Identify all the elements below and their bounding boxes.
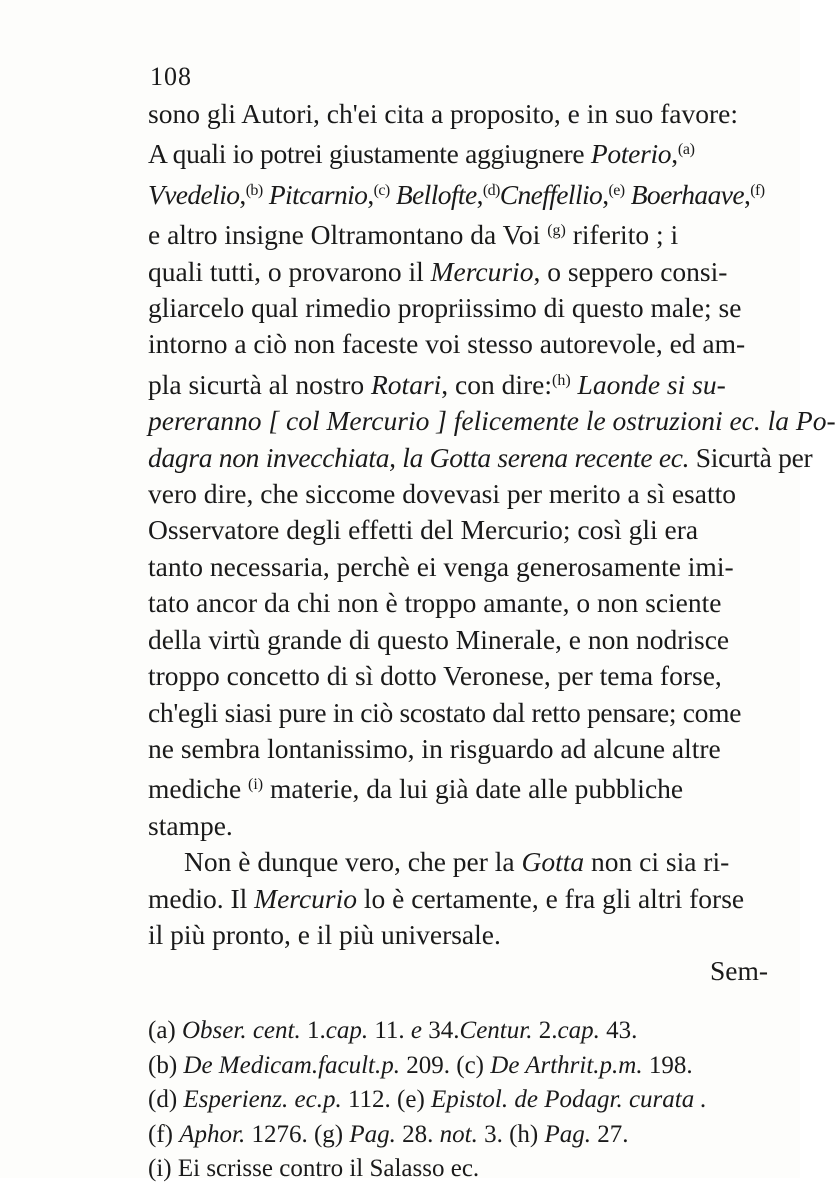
text-line: sono gli Autori, ch'ei cita a proposito, e in suo favore:	[148, 98, 738, 129]
footnote-ref: (e)	[608, 181, 625, 199]
text-line: pla sicurtà al nostro Rotari, con dire:$^{(h)}$ Laonde si su-	[148, 368, 726, 400]
catchword: Sem-	[709, 955, 768, 987]
text-line: ne sembra lontanissimo, in risguardo ad alcune altre	[148, 732, 721, 764]
footnote-ref: (c)	[373, 181, 390, 199]
page-number: 108	[150, 62, 192, 91]
footnote-ref: (b)	[245, 181, 263, 199]
footnote-ref: (g)	[547, 222, 566, 240]
footnote-ref: (f)	[750, 181, 765, 199]
footnote-ref: (i)	[248, 776, 264, 794]
text-line: e altro insigne Oltramontano da Voi $^{(g)}$ riferito ; i	[148, 219, 679, 251]
footnote-i: (i) Ei scrisse contro il Salasso ec.	[148, 1155, 480, 1182]
text-line: Osservatore degli effetti del Mercurio; così gli era	[148, 514, 699, 546]
text-line: vero dire, che siccome dovevasi per merito a sì esatto	[148, 478, 736, 510]
text-line: Non è dunque vero, che per la Gotta non ci sia ri-	[184, 846, 730, 878]
text-line: dagra non invecchiata, la Gotta serena recente ec. Sicurtà per	[148, 441, 813, 473]
footnotes	[148, 1014, 788, 1187]
text-line: quali tutti, o provarono il Mercurio, o seppero consi-	[148, 255, 728, 287]
main-text	[148, 96, 836, 990]
text-line: della virtù grande di questo Minerale, e non nodrisce	[148, 623, 730, 655]
footnote-a: (a) Obser. cent. 1.cap. 11. e 34.Centur. 2.cap. 43.	[148, 1017, 638, 1044]
text-line: gliarcelo qual rimedio propriissimo di questo male; se	[148, 292, 742, 324]
text-line: pereranno [ col Mercurio ] felicemente le ostruzioni ec. la Po-	[148, 405, 836, 437]
text-line: il più pronto, e il più universale.	[148, 918, 501, 950]
footnote-d-e: (d) Esperienz. ec.p. 112. (e) Epistol. de Podagr. curata .	[148, 1086, 707, 1113]
text-line: A quali io potrei giustamente aggiugnere Poterio,$^{(a)}$	[148, 138, 695, 170]
text-line: troppo concetto di sì dotto Veronese, per tema forse,	[148, 660, 722, 692]
text-line: intorno a ciò non faceste voi stesso autorevole, ed am-	[148, 328, 746, 360]
footnote-ref: (h)	[552, 371, 571, 389]
footnote-ref: (d)	[482, 181, 500, 199]
text-line: stampe.	[148, 809, 233, 841]
text-line: medio. Il Mercurio lo è certamente, e fra gli altri forse	[148, 882, 745, 914]
footnote-ref: (a)	[677, 141, 695, 159]
text-line: tato ancor da chi non è troppo amante, o non sciente	[148, 587, 722, 619]
text-line: Vvedelio,$^{(b)}$ Pitcarnio,$^{(c)}$ Bellofte,$^{(d)}$Cneffellio,$^{(e)}$ Boerhaave,$^{(f)}$	[148, 178, 765, 210]
footnote-f-g-h: (f) Aphor. 1276. (g) Pag. 28. not. 3. (h) Pag. 27.	[148, 1120, 629, 1148]
text-line: ch'egli siasi pure in ciò scostato dal retto pensare; come	[148, 696, 742, 728]
text-line: mediche $^{(i)}$ materie, da lui già date alle pubbliche	[148, 773, 684, 805]
footnote-b-c: (b) De Medicam.facult.p. 209. (c) De Arthrit.p.m. 198.	[148, 1051, 693, 1079]
text-line: tanto necessaria, perchè ei venga generosamente imi-	[148, 550, 734, 582]
